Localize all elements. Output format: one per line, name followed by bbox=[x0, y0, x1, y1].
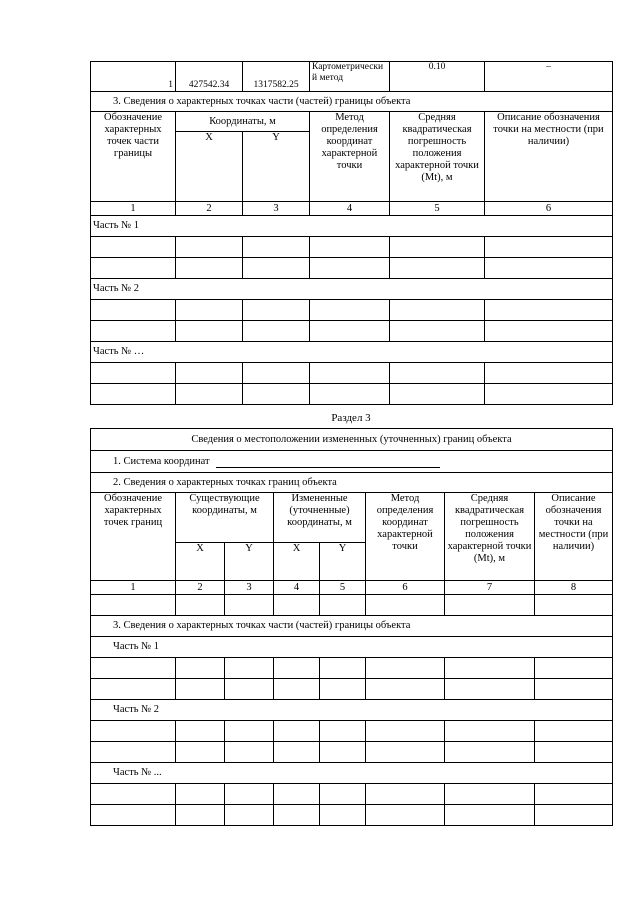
part-label: Часть № ... bbox=[91, 763, 613, 784]
table-row bbox=[91, 805, 613, 826]
part-points-title: 3. Сведения о характерных точках части (частей) границы объекта bbox=[91, 616, 613, 637]
col-number: 4 bbox=[274, 581, 320, 595]
method-cell: Картометрический метод bbox=[310, 62, 390, 92]
part-label: Часть № 2 bbox=[91, 279, 613, 300]
coord-system-field[interactable] bbox=[216, 456, 440, 468]
points-title: 2. Сведения о характерных точках границ объекта bbox=[91, 473, 613, 493]
table-row bbox=[91, 321, 613, 342]
coord-system-row bbox=[91, 451, 613, 473]
table-row bbox=[91, 679, 613, 700]
changed-boundaries-table bbox=[90, 428, 613, 826]
part-points-table bbox=[90, 61, 613, 405]
description-header: Описание обозначения точки на местности (при наличии) bbox=[535, 493, 613, 581]
col-number: 5 bbox=[390, 202, 485, 216]
part-label: Часть № … bbox=[91, 342, 613, 363]
y-coordinate-cell: 1317582.25 bbox=[243, 62, 310, 92]
top-data-row bbox=[91, 62, 613, 92]
col-number: 6 bbox=[366, 581, 445, 595]
coord-system-label: 1. Система координат bbox=[113, 455, 210, 467]
x-header: X bbox=[176, 543, 225, 581]
col-number: 6 bbox=[485, 202, 613, 216]
table-row bbox=[91, 784, 613, 805]
error-header: Средняя квадратическая погрешность положения характерной точки (Mt), м bbox=[445, 493, 535, 581]
y-header: Y bbox=[243, 132, 310, 202]
table-row bbox=[91, 742, 613, 763]
section-title: Сведения о местоположении измененных (уточненных) границ объекта bbox=[91, 429, 613, 451]
col-number: 4 bbox=[310, 202, 390, 216]
error-header: Средняя квадратическая погрешность положения характерной точки (Mt), м bbox=[390, 112, 485, 202]
y-header: Y bbox=[225, 543, 274, 581]
column-number-row bbox=[91, 202, 613, 216]
col-number: 1 bbox=[91, 581, 176, 595]
part-label: Часть № 2 bbox=[91, 700, 613, 721]
x-header: X bbox=[176, 132, 243, 202]
table-row bbox=[91, 721, 613, 742]
description-header: Описание обозначения точки на местности (при наличии) bbox=[485, 112, 613, 202]
designation-header: Обозначение характерных точек части границы bbox=[91, 112, 176, 202]
x-header: X bbox=[274, 543, 320, 581]
section-heading: Раздел 3 bbox=[331, 412, 371, 424]
method-header: Метод определения координат характерной точки bbox=[310, 112, 390, 202]
designation-header: Обозначение характерных точек границ bbox=[91, 493, 176, 581]
point-number-cell: 1 bbox=[91, 62, 176, 92]
col-number: 8 bbox=[535, 581, 613, 595]
coords-header: Координаты, м bbox=[176, 112, 310, 132]
x-coordinate-cell: 427542.34 bbox=[176, 62, 243, 92]
table-row bbox=[91, 300, 613, 321]
table-row bbox=[91, 363, 613, 384]
col-number: 1 bbox=[91, 202, 176, 216]
y-header: Y bbox=[320, 543, 366, 581]
method-header: Метод определения координат характерной точки bbox=[366, 493, 445, 581]
part-label: Часть № 1 bbox=[91, 637, 613, 658]
table-row bbox=[91, 237, 613, 258]
error-cell: 0.10 bbox=[390, 62, 485, 92]
col-number: 5 bbox=[320, 581, 366, 595]
col-number: 2 bbox=[176, 202, 243, 216]
part-points-title: 3. Сведения о характерных точках части (частей) границы объекта bbox=[91, 92, 613, 112]
table-row bbox=[91, 595, 613, 616]
col-number: 3 bbox=[243, 202, 310, 216]
table-row bbox=[91, 384, 613, 405]
table-row bbox=[91, 658, 613, 679]
table-row bbox=[91, 258, 613, 279]
changed-coords-header: Измененные (уточненные) координаты, м bbox=[274, 493, 366, 543]
column-number-row bbox=[91, 581, 613, 595]
part-label: Часть № 1 bbox=[91, 216, 613, 237]
col-number: 7 bbox=[445, 581, 535, 595]
col-number: 3 bbox=[225, 581, 274, 595]
col-number: 2 bbox=[176, 581, 225, 595]
existing-coords-header: Существующие координаты, м bbox=[176, 493, 274, 543]
description-cell: – bbox=[485, 62, 613, 92]
